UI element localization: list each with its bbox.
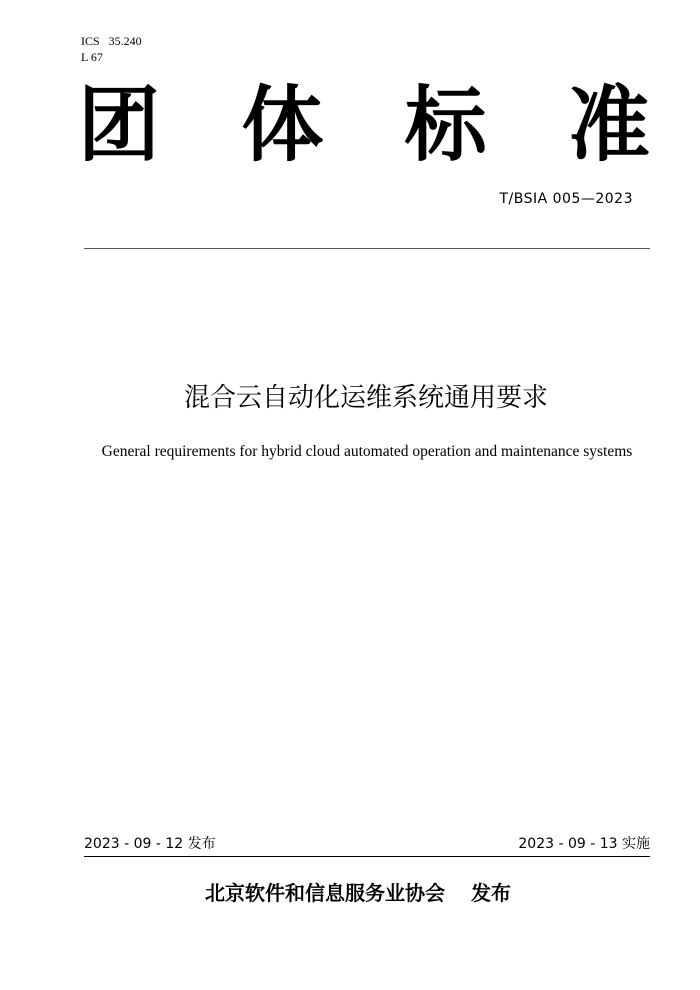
issue-date: 2023 - 09 - 12 发布 (84, 836, 216, 852)
title-english: General requirements for hybrid cloud automated operation and maintenance systems (101, 443, 633, 460)
ccs-code: L 67 (81, 50, 103, 64)
standard-number: T/BSIA 005—2023 (499, 191, 633, 207)
publisher-action: 发布 (471, 881, 511, 905)
top-divider (84, 248, 650, 249)
title-chinese: 混合云自动化运维系统通用要求 (183, 383, 548, 413)
standard-type-banner (78, 80, 650, 172)
publisher-name: 北京软件和信息服务业协会 (205, 881, 445, 905)
banner-char-2: 体 (241, 78, 324, 173)
implementation-date: 2023 - 09 - 13 实施 (518, 836, 650, 852)
banner-char-1: 团 (78, 78, 161, 173)
classification-codes (81, 33, 142, 65)
banner-char-4: 准 (567, 78, 650, 173)
publisher-line (0, 879, 700, 907)
banner-char-3: 标 (404, 78, 487, 173)
bottom-divider (84, 856, 650, 857)
ics-code: ICS 35.240 (81, 34, 142, 48)
